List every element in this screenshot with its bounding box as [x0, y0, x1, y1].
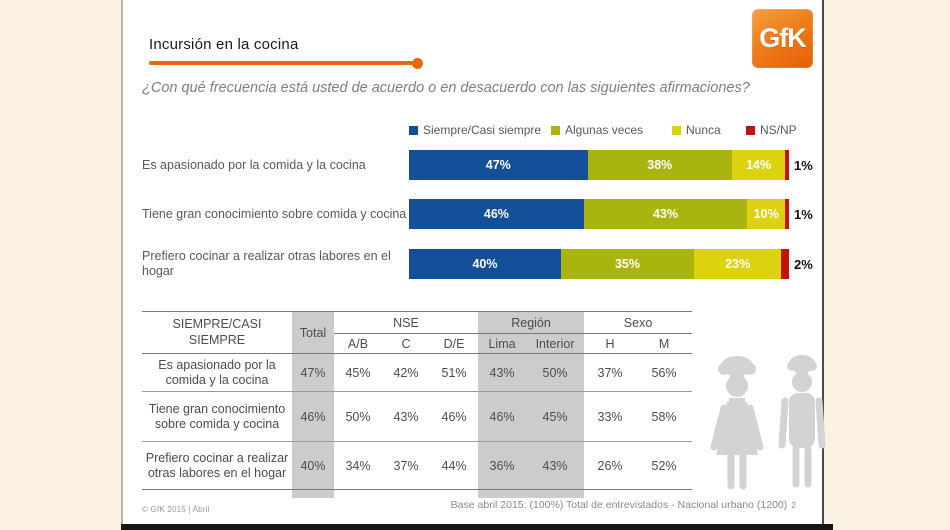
legend-swatch-nsnp: [746, 126, 755, 135]
stacked-bar: [409, 150, 789, 180]
legend-label: NS/NP: [760, 123, 797, 137]
gfk-logo: [752, 9, 813, 68]
cell-m: 52%: [636, 442, 692, 490]
bar-segment-nunca: 14%: [732, 150, 785, 180]
bar-segment-nunca: 10%: [747, 199, 785, 229]
legend-item-nunca: [672, 123, 721, 137]
cell-ab: 50%: [334, 392, 382, 442]
table-row: [142, 354, 692, 392]
cell-lima: 46%: [478, 392, 526, 442]
cell-interior: 43%: [526, 442, 584, 490]
cell-h: 33%: [584, 392, 636, 442]
base-note-text: Base abril 2015: (100%) Total de entrevistados - Nacional urbano (1200): [450, 499, 788, 511]
row-label: Tiene gran conocimiento sobre comida y cocina: [142, 392, 292, 442]
cell-total: 47%: [292, 354, 334, 392]
page-number: 2: [791, 500, 796, 510]
cell-h: 37%: [584, 354, 636, 392]
column-header-m: M: [636, 334, 692, 354]
column-header-interior: Interior: [526, 334, 584, 354]
cell-ab: 45%: [334, 354, 382, 392]
bar-segment-algunas: 43%: [584, 199, 747, 229]
chart-row: [142, 150, 813, 180]
cell-m: 56%: [636, 354, 692, 392]
column-header-de: D/E: [430, 334, 478, 354]
bar-segment-nsnp: [785, 150, 789, 180]
legend-item-siempre: [409, 123, 541, 137]
bar-segment-algunas: 35%: [561, 249, 694, 279]
bar-segment-algunas: 38%: [588, 150, 732, 180]
cell-c: 43%: [382, 392, 430, 442]
legend-label: Algunas veces: [565, 123, 644, 137]
bar-segment-siempre: 46%: [409, 199, 584, 229]
legend-swatch-algunas: [551, 126, 560, 135]
title-underline-dot: [412, 58, 423, 69]
column-header-ab: A/B: [334, 334, 382, 354]
chart-category-label: Prefiero cocinar a realizar otras labores en el hogar: [142, 249, 391, 278]
row-label: Prefiero cocinar a realizar otras labores en el hogar: [142, 442, 292, 490]
table-shade-extension: [142, 490, 692, 498]
results-table: [142, 311, 692, 498]
legend-label: Siempre/Casi siempre: [423, 123, 542, 137]
column-header-total: Total: [292, 312, 334, 354]
cell-total: 40%: [292, 442, 334, 490]
cell-interior: 45%: [526, 392, 584, 442]
chart-category-label: Tiene gran conocimiento sobre comida y cocina: [142, 206, 407, 221]
legend-swatch-nunca: [672, 126, 681, 135]
copyright-note: © GfK 2015 | Abril: [142, 505, 210, 514]
base-note: [356, 499, 796, 511]
row-label: Es apasionado por la comida y la cocina: [142, 354, 292, 392]
cell-c: 42%: [382, 354, 430, 392]
bar-segment-siempre: 40%: [409, 249, 561, 279]
legend-item-algunas: [551, 123, 643, 137]
survey-question: ¿Con qué frecuencia está usted de acuerdo o en desacuerdo con las siguientes afirmaciones?: [142, 80, 750, 96]
bar-segment-siempre: 47%: [409, 150, 588, 180]
group-header-sexo: Sexo: [584, 312, 692, 334]
chart-row: [142, 199, 813, 229]
presentation-slide: [121, 0, 824, 524]
column-header-lima: Lima: [478, 334, 526, 354]
chart-row: [142, 249, 813, 279]
legend-swatch-siempre: [409, 126, 418, 135]
stacked-bar: [409, 249, 789, 279]
title-underline: [149, 58, 423, 69]
slide-title: Incursión en la cocina: [149, 36, 299, 53]
cell-h: 26%: [584, 442, 636, 490]
column-header-c: C: [382, 334, 430, 354]
cell-lima: 43%: [478, 354, 526, 392]
group-header-nse: NSE: [334, 312, 478, 334]
bar-outside-label: 2%: [794, 256, 813, 272]
column-header-h: H: [584, 334, 636, 354]
legend-item-nsnp: [746, 123, 797, 137]
bar-segment-nsnp: [785, 199, 789, 229]
cell-m: 58%: [636, 392, 692, 442]
table-row: [142, 392, 692, 442]
viewer-bottom-edge: [121, 524, 833, 530]
chart-category-label: Es apasionado por la comida y la cocina: [142, 157, 366, 172]
bar-segment-nunca: 23%: [694, 249, 781, 279]
title-underline-line: [149, 61, 413, 65]
cell-interior: 50%: [526, 354, 584, 392]
table-row: [142, 442, 692, 490]
cell-de: 44%: [430, 442, 478, 490]
bar-segment-nsnp: [781, 249, 789, 279]
stacked-bar: [409, 199, 789, 229]
bar-outside-label: 1%: [794, 206, 813, 222]
cell-c: 37%: [382, 442, 430, 490]
chef-couple-icon: [706, 353, 834, 498]
cell-de: 51%: [430, 354, 478, 392]
bar-outside-label: 1%: [794, 157, 813, 173]
gfk-logo-text: GfK: [759, 23, 806, 53]
legend-label: Nunca: [686, 123, 721, 137]
table-corner-title: SIEMPRE/CASI SIEMPRE: [142, 312, 292, 354]
cell-lima: 36%: [478, 442, 526, 490]
group-header-region: Región: [478, 312, 584, 334]
cell-de: 46%: [430, 392, 478, 442]
cell-ab: 34%: [334, 442, 382, 490]
cell-total: 46%: [292, 392, 334, 442]
